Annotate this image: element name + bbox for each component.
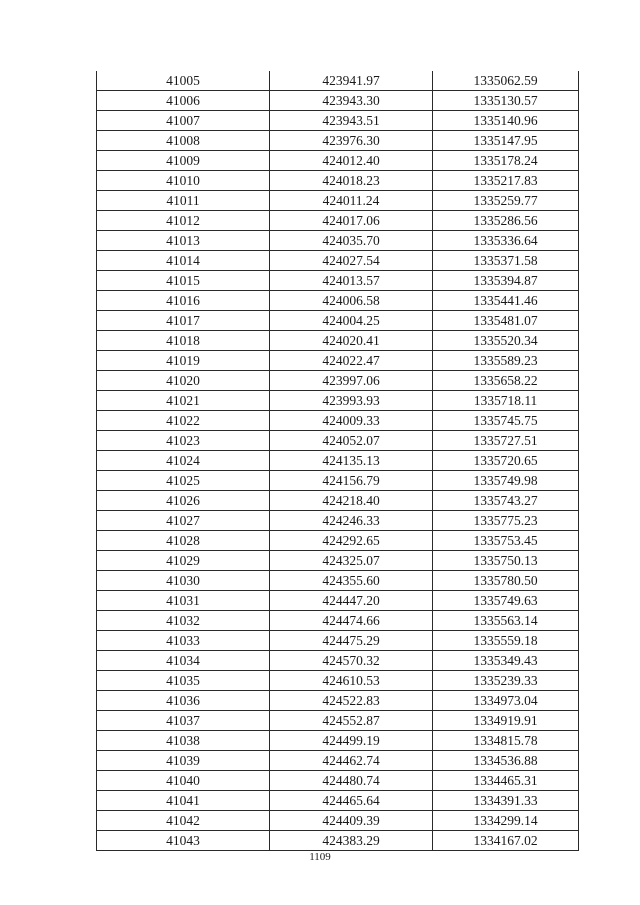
y-coordinate-cell: 1335140.96 xyxy=(433,111,579,131)
x-coordinate-cell: 424018.23 xyxy=(270,171,433,191)
y-coordinate-cell: 1335749.98 xyxy=(433,471,579,491)
point-id-cell: 41039 xyxy=(97,751,270,771)
table-row xyxy=(97,251,579,271)
x-coordinate-cell: 424004.25 xyxy=(270,311,433,331)
y-coordinate-cell: 1335745.75 xyxy=(433,411,579,431)
point-id-cell: 41008 xyxy=(97,131,270,151)
x-coordinate-cell: 423993.93 xyxy=(270,391,433,411)
y-coordinate-cell: 1335336.64 xyxy=(433,231,579,251)
x-coordinate-cell: 424035.70 xyxy=(270,231,433,251)
point-id-cell: 41005 xyxy=(97,71,270,91)
x-coordinate-cell: 424013.57 xyxy=(270,271,433,291)
point-id-cell: 41037 xyxy=(97,711,270,731)
x-coordinate-cell: 424218.40 xyxy=(270,491,433,511)
y-coordinate-cell: 1335750.13 xyxy=(433,551,579,571)
point-id-cell: 41018 xyxy=(97,331,270,351)
point-id-cell: 41016 xyxy=(97,291,270,311)
table-row xyxy=(97,711,579,731)
table-row xyxy=(97,211,579,231)
table-row xyxy=(97,291,579,311)
table-row xyxy=(97,531,579,551)
point-id-cell: 41011 xyxy=(97,191,270,211)
y-coordinate-cell: 1335658.22 xyxy=(433,371,579,391)
table-row xyxy=(97,411,579,431)
y-coordinate-cell: 1335520.34 xyxy=(433,331,579,351)
table-row xyxy=(97,751,579,771)
y-coordinate-cell: 1335563.14 xyxy=(433,611,579,631)
x-coordinate-cell: 424017.06 xyxy=(270,211,433,231)
table-row xyxy=(97,631,579,651)
y-coordinate-cell: 1335217.83 xyxy=(433,171,579,191)
y-coordinate-cell: 1334465.31 xyxy=(433,771,579,791)
point-id-cell: 41032 xyxy=(97,611,270,631)
x-coordinate-cell: 424522.83 xyxy=(270,691,433,711)
y-coordinate-cell: 1335130.57 xyxy=(433,91,579,111)
x-coordinate-cell: 424480.74 xyxy=(270,771,433,791)
y-coordinate-cell: 1335559.18 xyxy=(433,631,579,651)
x-coordinate-cell: 423976.30 xyxy=(270,131,433,151)
y-coordinate-cell: 1335753.45 xyxy=(433,531,579,551)
point-id-cell: 41025 xyxy=(97,471,270,491)
point-id-cell: 41015 xyxy=(97,271,270,291)
x-coordinate-cell: 424610.53 xyxy=(270,671,433,691)
x-coordinate-cell: 424409.39 xyxy=(270,811,433,831)
point-id-cell: 41029 xyxy=(97,551,270,571)
table-row xyxy=(97,151,579,171)
y-coordinate-cell: 1335720.65 xyxy=(433,451,579,471)
x-coordinate-cell: 424052.07 xyxy=(270,431,433,451)
x-coordinate-cell: 424006.58 xyxy=(270,291,433,311)
table-row xyxy=(97,371,579,391)
point-id-cell: 41035 xyxy=(97,671,270,691)
point-id-cell: 41028 xyxy=(97,531,270,551)
table-row xyxy=(97,691,579,711)
x-coordinate-cell: 424012.40 xyxy=(270,151,433,171)
x-coordinate-cell: 424246.33 xyxy=(270,511,433,531)
y-coordinate-cell: 1334391.33 xyxy=(433,791,579,811)
x-coordinate-cell: 424027.54 xyxy=(270,251,433,271)
table-row xyxy=(97,331,579,351)
table-row xyxy=(97,651,579,671)
y-coordinate-cell: 1335239.33 xyxy=(433,671,579,691)
x-coordinate-cell: 423943.30 xyxy=(270,91,433,111)
y-coordinate-cell: 1335178.24 xyxy=(433,151,579,171)
point-id-cell: 41033 xyxy=(97,631,270,651)
y-coordinate-cell: 1335749.63 xyxy=(433,591,579,611)
y-coordinate-cell: 1335147.95 xyxy=(433,131,579,151)
table-row xyxy=(97,491,579,511)
table-row xyxy=(97,71,579,91)
point-id-cell: 41017 xyxy=(97,311,270,331)
table-row xyxy=(97,351,579,371)
x-coordinate-cell: 424383.29 xyxy=(270,831,433,851)
point-id-cell: 41042 xyxy=(97,811,270,831)
y-coordinate-cell: 1335259.77 xyxy=(433,191,579,211)
x-coordinate-cell: 424156.79 xyxy=(270,471,433,491)
y-coordinate-cell: 1335441.46 xyxy=(433,291,579,311)
point-id-cell: 41041 xyxy=(97,791,270,811)
x-coordinate-cell: 423941.97 xyxy=(270,71,433,91)
point-id-cell: 41027 xyxy=(97,511,270,531)
point-id-cell: 41024 xyxy=(97,451,270,471)
x-coordinate-cell: 424447.20 xyxy=(270,591,433,611)
point-id-cell: 41036 xyxy=(97,691,270,711)
table-row xyxy=(97,191,579,211)
table-row xyxy=(97,731,579,751)
point-id-cell: 41006 xyxy=(97,91,270,111)
x-coordinate-cell: 424474.66 xyxy=(270,611,433,631)
table-row xyxy=(97,391,579,411)
table-row xyxy=(97,551,579,571)
y-coordinate-cell: 1334167.02 xyxy=(433,831,579,851)
table-row xyxy=(97,811,579,831)
table-row xyxy=(97,111,579,131)
y-coordinate-cell: 1334299.14 xyxy=(433,811,579,831)
table-row xyxy=(97,571,579,591)
table-row xyxy=(97,831,579,851)
y-coordinate-cell: 1334919.91 xyxy=(433,711,579,731)
table-row xyxy=(97,451,579,471)
table-row xyxy=(97,311,579,331)
point-id-cell: 41010 xyxy=(97,171,270,191)
point-id-cell: 41022 xyxy=(97,411,270,431)
point-id-cell: 41043 xyxy=(97,831,270,851)
x-coordinate-cell: 423997.06 xyxy=(270,371,433,391)
table-row xyxy=(97,171,579,191)
y-coordinate-cell: 1335718.11 xyxy=(433,391,579,411)
point-id-cell: 41012 xyxy=(97,211,270,231)
x-coordinate-cell: 424325.07 xyxy=(270,551,433,571)
table-row xyxy=(97,611,579,631)
table-row xyxy=(97,471,579,491)
x-coordinate-cell: 424462.74 xyxy=(270,751,433,771)
point-id-cell: 41009 xyxy=(97,151,270,171)
coordinate-table xyxy=(96,71,579,851)
y-coordinate-cell: 1335371.58 xyxy=(433,251,579,271)
point-id-cell: 41034 xyxy=(97,651,270,671)
table-row xyxy=(97,791,579,811)
table-row xyxy=(97,511,579,531)
x-coordinate-cell: 424022.47 xyxy=(270,351,433,371)
y-coordinate-cell: 1335349.43 xyxy=(433,651,579,671)
table-row xyxy=(97,131,579,151)
y-coordinate-cell: 1335727.51 xyxy=(433,431,579,451)
table-row xyxy=(97,591,579,611)
point-id-cell: 41014 xyxy=(97,251,270,271)
y-coordinate-cell: 1334815.78 xyxy=(433,731,579,751)
point-id-cell: 41021 xyxy=(97,391,270,411)
point-id-cell: 41038 xyxy=(97,731,270,751)
table-row xyxy=(97,231,579,251)
x-coordinate-cell: 424552.87 xyxy=(270,711,433,731)
table-row xyxy=(97,91,579,111)
point-id-cell: 41019 xyxy=(97,351,270,371)
y-coordinate-cell: 1335589.23 xyxy=(433,351,579,371)
x-coordinate-cell: 424570.32 xyxy=(270,651,433,671)
x-coordinate-cell: 424009.33 xyxy=(270,411,433,431)
point-id-cell: 41031 xyxy=(97,591,270,611)
point-id-cell: 41007 xyxy=(97,111,270,131)
y-coordinate-cell: 1335062.59 xyxy=(433,71,579,91)
x-coordinate-cell: 424475.29 xyxy=(270,631,433,651)
table-row xyxy=(97,431,579,451)
point-id-cell: 41040 xyxy=(97,771,270,791)
x-coordinate-cell: 424499.19 xyxy=(270,731,433,751)
y-coordinate-cell: 1335743.27 xyxy=(433,491,579,511)
x-coordinate-cell: 424465.64 xyxy=(270,791,433,811)
table-row xyxy=(97,671,579,691)
x-coordinate-cell: 424292.65 xyxy=(270,531,433,551)
point-id-cell: 41020 xyxy=(97,371,270,391)
y-coordinate-cell: 1335775.23 xyxy=(433,511,579,531)
x-coordinate-cell: 424020.41 xyxy=(270,331,433,351)
coordinate-table-body xyxy=(97,71,579,851)
table-row xyxy=(97,771,579,791)
x-coordinate-cell: 424355.60 xyxy=(270,571,433,591)
y-coordinate-cell: 1335286.56 xyxy=(433,211,579,231)
table-row xyxy=(97,271,579,291)
y-coordinate-cell: 1335481.07 xyxy=(433,311,579,331)
y-coordinate-cell: 1335780.50 xyxy=(433,571,579,591)
page-number: 1109 xyxy=(309,851,331,863)
point-id-cell: 41030 xyxy=(97,571,270,591)
point-id-cell: 41013 xyxy=(97,231,270,251)
x-coordinate-cell: 424011.24 xyxy=(270,191,433,211)
x-coordinate-cell: 423943.51 xyxy=(270,111,433,131)
y-coordinate-cell: 1335394.87 xyxy=(433,271,579,291)
y-coordinate-cell: 1334536.88 xyxy=(433,751,579,771)
point-id-cell: 41026 xyxy=(97,491,270,511)
x-coordinate-cell: 424135.13 xyxy=(270,451,433,471)
point-id-cell: 41023 xyxy=(97,431,270,451)
y-coordinate-cell: 1334973.04 xyxy=(433,691,579,711)
